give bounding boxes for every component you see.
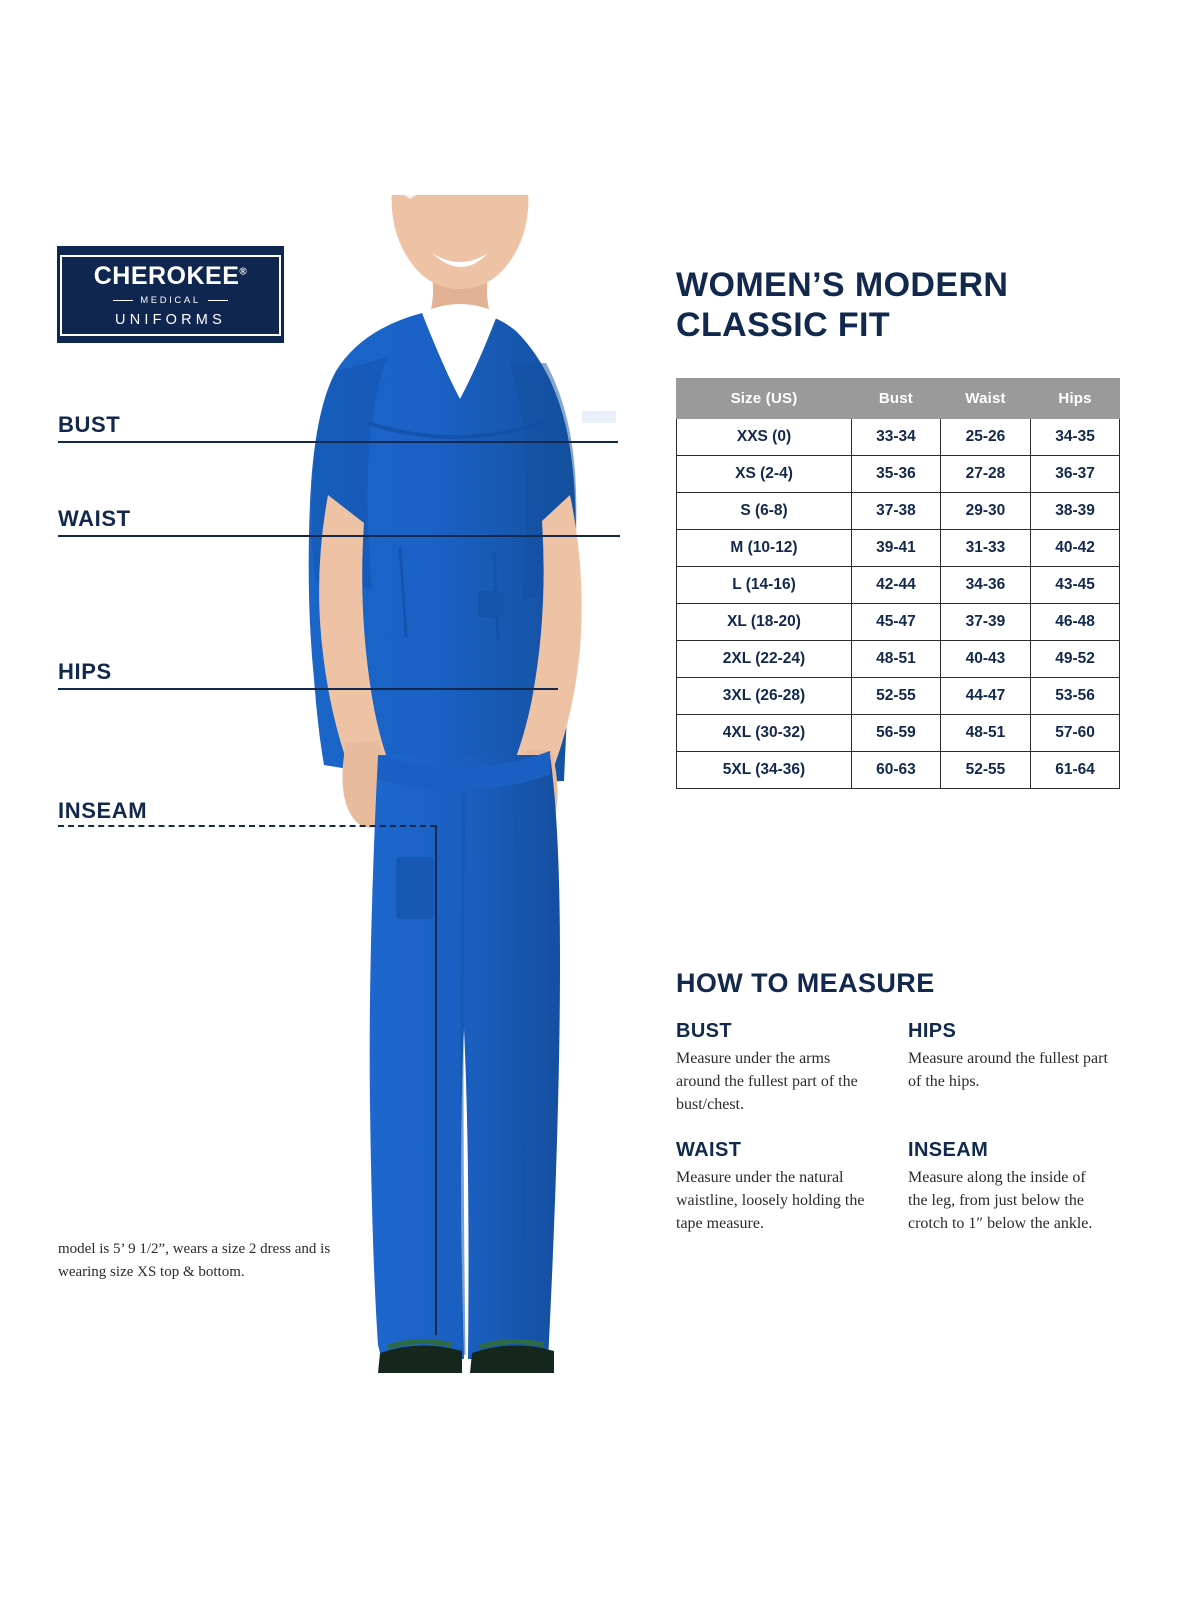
cell-size: XXS (0) (677, 419, 852, 456)
cell-size: L (14-16) (677, 567, 852, 604)
logo-rule-right (208, 300, 228, 301)
how-item-text: Measure along the inside of the leg, from just below the crotch to 1″ below the ankle. (908, 1168, 1093, 1232)
cell-hips: 40-42 (1031, 530, 1120, 567)
how-item-text: Measure under the arms around the fullest part of the bust/chest. (676, 1050, 858, 1114)
logo-brand-name: CHEROKEE® (93, 261, 248, 290)
cell-bust: 35-36 (852, 456, 941, 493)
size-chart-table (676, 378, 1120, 789)
cell-bust: 48-51 (852, 641, 941, 678)
waist-label: WAIST (58, 506, 131, 531)
inseam-vertical-line (435, 825, 437, 1335)
cell-bust: 45-47 (852, 604, 941, 641)
hips-label: HIPS (58, 659, 112, 684)
cell-waist: 52-55 (940, 752, 1030, 789)
how-item-text: Measure around the fullest part of the hips. (908, 1050, 1108, 1091)
cell-waist: 40-43 (940, 641, 1030, 678)
cell-hips: 61-64 (1031, 752, 1120, 789)
table-row (677, 567, 1120, 604)
how-item-inseam (908, 1139, 1126, 1236)
cell-hips: 43-45 (1031, 567, 1120, 604)
inseam-label: INSEAM (58, 798, 148, 823)
page-title: WOMEN’S MODERN CLASSIC FIT (676, 266, 1009, 345)
cell-waist: 25-26 (940, 419, 1030, 456)
cell-bust: 56-59 (852, 715, 941, 752)
how-item-title: HIPS (908, 1020, 957, 1042)
how-item-title: INSEAM (908, 1138, 989, 1161)
model-note: model is 5’ 9 1/2”, wears a size 2 dress and is wearing size XS top & bottom. (58, 1241, 331, 1280)
header-bust: Bust (852, 379, 941, 419)
cell-hips: 57-60 (1031, 715, 1120, 752)
how-item-waist (676, 1139, 908, 1236)
cell-size: XL (18-20) (677, 604, 852, 641)
cell-hips: 46-48 (1031, 604, 1120, 641)
cell-hips: 53-56 (1031, 678, 1120, 715)
hips-line (58, 688, 558, 690)
table-row (677, 530, 1120, 567)
how-to-measure-grid (676, 1020, 1126, 1235)
cell-waist: 48-51 (940, 715, 1030, 752)
logo-uniforms-text: UNIFORMS (115, 312, 226, 329)
cell-waist: 27-28 (940, 456, 1030, 493)
cell-size: XS (2-4) (677, 456, 852, 493)
cell-hips: 36-37 (1031, 456, 1120, 493)
cell-hips: 34-35 (1031, 419, 1120, 456)
cell-size: M (10-12) (677, 530, 852, 567)
cell-size: 3XL (26-28) (677, 678, 852, 715)
bust-line (58, 441, 618, 443)
how-to-measure-heading: HOW TO MEASURE (676, 968, 935, 998)
table-row (677, 715, 1120, 752)
cell-waist: 31-33 (940, 530, 1030, 567)
cell-waist: 37-39 (940, 604, 1030, 641)
table-row (677, 493, 1120, 530)
table-row (677, 456, 1120, 493)
cell-size: 4XL (30-32) (677, 715, 852, 752)
cell-bust: 60-63 (852, 752, 941, 789)
cell-size: 5XL (34-36) (677, 752, 852, 789)
cell-hips: 49-52 (1031, 641, 1120, 678)
table-row (677, 678, 1120, 715)
cell-bust: 42-44 (852, 567, 941, 604)
how-item-hips (908, 1020, 1126, 1117)
table-row (677, 604, 1120, 641)
how-item-title: WAIST (676, 1138, 742, 1161)
table-row (677, 752, 1120, 789)
header-hips: Hips (1031, 379, 1120, 419)
header-waist: Waist (940, 379, 1030, 419)
table-row (677, 641, 1120, 678)
cell-waist: 29-30 (940, 493, 1030, 530)
inseam-dashed-line (58, 825, 436, 827)
cell-bust: 52-55 (852, 678, 941, 715)
how-item-title: BUST (676, 1020, 733, 1042)
how-item-bust (676, 1020, 908, 1117)
waist-line (58, 535, 620, 537)
cell-waist: 34-36 (940, 567, 1030, 604)
logo-inner-frame (60, 255, 281, 336)
cell-bust: 39-41 (852, 530, 941, 567)
how-item-text: Measure under the natural waistline, loosely holding the tape measure. (676, 1168, 865, 1232)
model-photo (250, 195, 670, 1375)
header-size: Size (US) (677, 379, 852, 419)
logo-registered-mark: ® (239, 266, 248, 278)
table-header-row (677, 379, 1120, 419)
cell-bust: 33-34 (852, 419, 941, 456)
cell-waist: 44-47 (940, 678, 1030, 715)
cell-bust: 37-38 (852, 493, 941, 530)
logo-rule-left (113, 300, 133, 301)
bust-label: BUST (58, 412, 121, 437)
logo-medical-text: MEDICAL (140, 295, 201, 307)
cell-size: S (6-8) (677, 493, 852, 530)
cell-hips: 38-39 (1031, 493, 1120, 530)
cherokee-logo (57, 246, 284, 343)
table-row (677, 419, 1120, 456)
logo-medical-line (113, 295, 227, 306)
cell-size: 2XL (22-24) (677, 641, 852, 678)
